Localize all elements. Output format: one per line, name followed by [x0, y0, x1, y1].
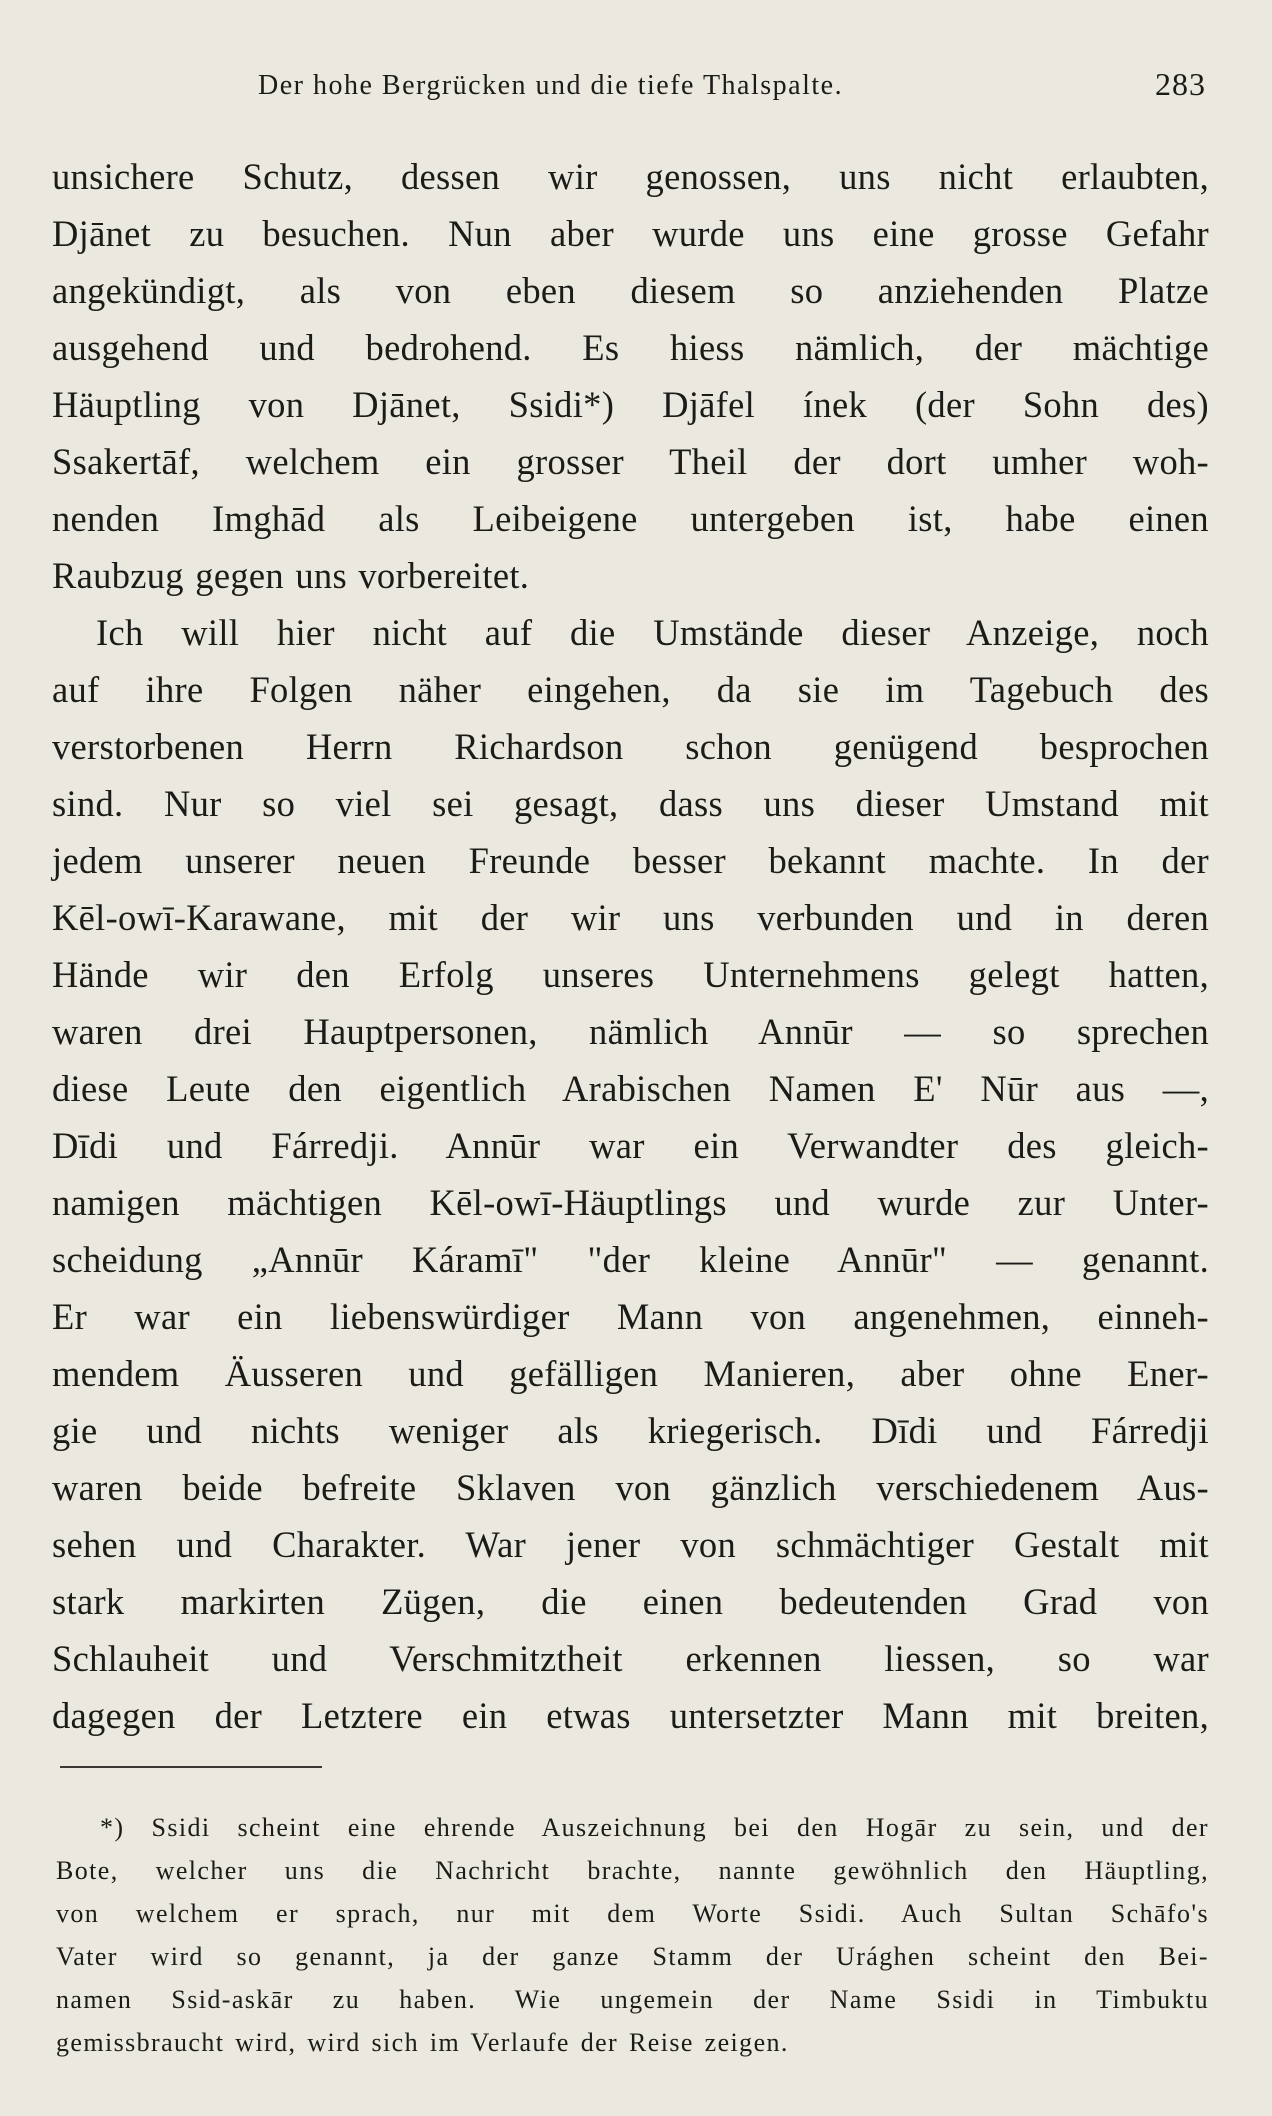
footnote-line: *) Ssidi scheint eine ehrende Auszeichnung bei den Hogār zu sein, und der — [100, 1813, 1209, 1842]
body-line: namigen mächtigen Kēl-owī-Häuptlings und wurde zur Unter- — [52, 1182, 1209, 1223]
body-line: Hände wir den Erfolg unseres Unternehmens gelegt hatten, — [52, 954, 1209, 995]
body-line: Raubzug gegen uns vorbereitet. — [52, 555, 530, 596]
body-line: gie und nichts weniger als kriegerisch. Dīdi und Fárredji — [52, 1410, 1209, 1451]
body-line: sind. Nur so viel sei gesagt, dass uns dieser Umstand mit — [52, 783, 1209, 824]
footnote-line: Vater wird so genannt, ja der ganze Stamm der Urághen scheint den Bei- — [56, 1942, 1209, 1971]
body-line: diese Leute den eigentlich Arabischen Namen E' Nūr aus —, — [52, 1068, 1209, 1109]
body-line: nenden Imghād als Leibeigene untergeben ist, habe einen — [52, 498, 1209, 539]
page-number: 283 — [1155, 66, 1206, 102]
body-line: dagegen der Letztere ein etwas untersetzter Mann mit breiten, — [52, 1695, 1209, 1736]
body-line: unsichere Schutz, dessen wir genossen, uns nicht erlaubten, — [52, 156, 1209, 197]
body-line: angekündigt, als von eben diesem so anziehenden Platze — [52, 270, 1209, 311]
body-line: mendem Äusseren und gefälligen Manieren, aber ohne Ener- — [52, 1353, 1209, 1394]
body-line: Dīdi und Fárredji. Annūr war ein Verwandter des gleich- — [52, 1125, 1209, 1166]
body-line: Schlauheit und Verschmitztheit erkennen liessen, so war — [52, 1638, 1209, 1679]
body-line: ausgehend und bedrohend. Es hiess nämlich, der mächtige — [52, 327, 1209, 368]
body-line: scheidung „Annūr Káramī" "der kleine Annūr" — genannt. — [52, 1239, 1209, 1280]
body-line: Ich will hier nicht auf die Umstände dieser Anzeige, noch — [96, 612, 1209, 653]
footnote-line: namen Ssid-askār zu haben. Wie ungemein der Name Ssidi in Timbuktu — [56, 1985, 1209, 2014]
footnote-line: von welchem er sprach, nur mit dem Worte Ssidi. Auch Sultan Schāfo's — [56, 1899, 1209, 1928]
body-line: Häuptling von Djānet, Ssidi*) Djāfel ínek (der Sohn des) — [52, 384, 1209, 425]
body-line: Er war ein liebenswürdiger Mann von angenehmen, einneh- — [52, 1296, 1209, 1337]
footnote-rule — [60, 1766, 322, 1768]
body-line: Kēl-owī-Karawane, mit der wir uns verbunden und in deren — [52, 897, 1209, 938]
body-line: Djānet zu besuchen. Nun aber wurde uns eine grosse Gefahr — [52, 213, 1209, 254]
body-line: waren drei Hauptpersonen, nämlich Annūr — so sprechen — [52, 1011, 1209, 1052]
footnote-line: Bote, welcher uns die Nachricht brachte, nannte gewöhnlich den Häuptling, — [56, 1856, 1209, 1885]
footnote — [56, 1806, 1209, 2064]
body-line: Ssakertāf, welchem ein grosser Theil der dort umher woh- — [52, 441, 1209, 482]
body-line: stark markirten Zügen, die einen bedeutenden Grad von — [52, 1581, 1209, 1622]
body-line: verstorbenen Herrn Richardson schon genügend besprochen — [52, 726, 1209, 767]
body-text — [52, 148, 1209, 1744]
footnote-line: gemissbraucht wird, wird sich im Verlaufe der Reise zeigen. — [56, 2028, 789, 2057]
running-title: Der hohe Bergrücken und die tiefe Thalspalte. — [258, 70, 844, 101]
body-line: jedem unserer neuen Freunde besser bekannt machte. In der — [52, 840, 1209, 881]
body-line: sehen und Charakter. War jener von schmächtiger Gestalt mit — [52, 1524, 1209, 1565]
body-line: waren beide befreite Sklaven von gänzlich verschiedenem Aus- — [52, 1467, 1209, 1508]
body-line: auf ihre Folgen näher eingehen, da sie im Tagebuch des — [52, 669, 1209, 710]
running-head — [0, 66, 1272, 110]
